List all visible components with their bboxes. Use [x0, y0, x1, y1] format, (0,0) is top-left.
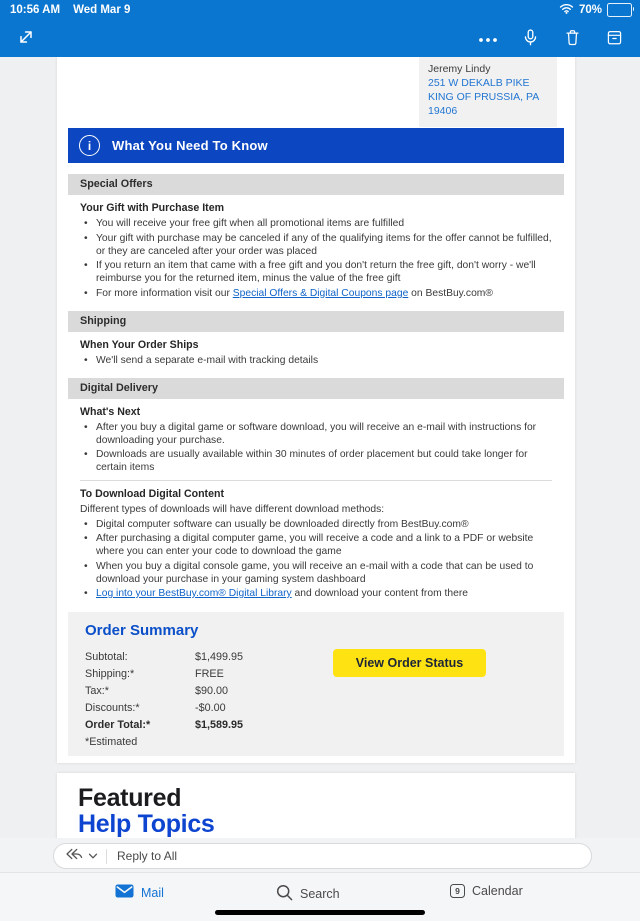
download-heading: To Download Digital Content: [80, 488, 224, 500]
ellipsis-icon: [478, 31, 498, 46]
order-row-tax: [85, 683, 548, 700]
shipping-subheading: When Your Order Ships: [80, 338, 199, 351]
bullet-item: • If you return an item that came with a free gift and you don't return the free gift, don't worry - we'll reimburse you for the returned item, minus the value of the free gift: [80, 259, 552, 285]
recipient-address-block: [419, 57, 557, 127]
digital-library-link[interactable]: Log into your BestBuy.com® Digital Library: [96, 588, 292, 599]
archive-icon: [605, 28, 624, 50]
whats-next-bullets: [80, 421, 552, 475]
trash-icon: [563, 28, 582, 50]
reply-input[interactable]: [53, 843, 592, 869]
whats-next-heading: What's Next: [80, 405, 141, 418]
microphone-icon: [521, 28, 540, 50]
info-icon: i: [79, 135, 100, 156]
banner-title: What You Need To Know: [112, 138, 268, 153]
order-summary: [68, 612, 564, 756]
bullet-item: [80, 587, 552, 600]
view-order-status-button[interactable]: View Order Status: [333, 649, 486, 677]
order-row-value: $1,589.95: [195, 719, 244, 731]
special-offers-bullets: [80, 217, 552, 300]
message-toolbar: [0, 20, 640, 57]
special-offers-coupons-link[interactable]: Special Offers & Digital Coupons page: [232, 287, 409, 299]
more-options-button[interactable]: [478, 31, 498, 46]
mail-icon: [115, 884, 134, 901]
reply-options-chevron-icon[interactable]: [88, 847, 98, 865]
expand-icon: [17, 28, 35, 49]
order-row-discounts: [85, 700, 548, 717]
estimated-note: *Estimated: [85, 736, 138, 748]
gift-subheading: Your Gift with Purchase Item: [80, 202, 225, 214]
tab-mail[interactable]: [111, 882, 168, 903]
tab-calendar[interactable]: [446, 882, 527, 900]
order-summary-title: Order Summary: [85, 622, 199, 639]
content-divider: [80, 480, 552, 481]
bullet-item: • Your gift with purchase may be canceled if any of the qualifying items for the offer cannot be fulfilled, or they are canceled after your order was placed: [80, 232, 552, 258]
bullet-item: • You will receive your free gift when all promotional items are fulfilled: [80, 217, 552, 230]
section-header-special-offers: Special Offers: [68, 174, 564, 195]
order-row-label: Order Total:*: [85, 719, 151, 731]
delete-button[interactable]: [563, 28, 582, 50]
bullet-text: on BestBuy.com®: [408, 287, 493, 299]
status-time: 10:56 AM: [10, 4, 61, 16]
order-row-label: Shipping:*: [85, 668, 135, 680]
featured-help-card: [57, 773, 575, 838]
email-content-scroll-area[interactable]: [0, 57, 640, 838]
info-banner: [68, 128, 564, 163]
bullet-item: • After you buy a digital game or software download, you will receive an e-mail with instructions for downloading your purchase.: [80, 421, 552, 447]
featured-heading-line2: Help Topics: [78, 810, 215, 838]
tab-bar: [0, 872, 640, 921]
order-row-value: $1,499.95: [195, 651, 244, 663]
wifi-icon: [559, 3, 574, 17]
tab-mail-label: Mail: [141, 885, 164, 900]
status-date: Wed Mar 9: [73, 4, 131, 16]
reply-all-icon[interactable]: [64, 847, 83, 866]
bullet-item: [80, 287, 552, 300]
order-row-label: Discounts:*: [85, 702, 140, 714]
section-header-shipping: Shipping: [68, 311, 564, 332]
address-link-street[interactable]: 251 W DEKALB PIKE: [428, 77, 530, 89]
bullet-item: • After purchasing a digital computer game, you will receive a code and a link to a PDF or website where you can enter your code to download the game: [80, 532, 552, 558]
tab-search-label: Search: [300, 887, 340, 901]
search-icon: [276, 884, 293, 904]
order-row-total: [85, 717, 548, 734]
featured-heading-line1: Featured: [78, 784, 182, 812]
battery-icon: [607, 3, 632, 17]
home-indicator[interactable]: [215, 910, 425, 915]
bullet-text: For more information visit our: [96, 287, 233, 299]
email-message-card: [57, 57, 575, 763]
recipient-name: Jeremy Lindy: [428, 63, 491, 75]
bullet-item: • Downloads are usually available within 30 minutes of order placement but could take longer for certain items: [80, 448, 552, 474]
tab-calendar-label: Calendar: [472, 884, 523, 898]
order-row-value: -$0.00: [195, 702, 226, 714]
order-row-value: $90.00: [195, 685, 229, 697]
address-link-zip[interactable]: 19406: [428, 105, 458, 117]
reply-bar: [0, 838, 640, 872]
pill-divider: [106, 849, 107, 864]
archive-button[interactable]: [605, 28, 624, 50]
download-intro: Different types of downloads will have different download methods:: [80, 504, 385, 515]
calendar-icon: [450, 884, 465, 898]
address-link-city[interactable]: KING OF PRUSSIA, PA: [428, 91, 540, 103]
shipping-bullets: [80, 354, 552, 367]
expand-button[interactable]: [17, 28, 35, 49]
dictate-button[interactable]: [521, 28, 540, 50]
download-bullets: [80, 518, 552, 601]
section-header-digital-delivery: Digital Delivery: [68, 378, 564, 399]
calendar-day-number: 9: [455, 886, 460, 896]
order-row-label: Subtotal:: [85, 651, 128, 663]
order-row-value: FREE: [195, 668, 224, 680]
bullet-text: and download your content from there: [291, 588, 468, 599]
bullet-item: • We'll send a separate e-mail with tracking details: [80, 354, 552, 367]
bullet-item: • When you buy a digital console game, you will receive an e-mail with a code that can be used to download your purchase in your gaming system dashboard: [80, 560, 552, 586]
order-row-label: Tax:*: [85, 685, 110, 697]
bullet-item: • Digital computer software can usually be downloaded directly from BestBuy.com®: [80, 518, 552, 531]
reply-placeholder: Reply to All: [117, 849, 178, 863]
tab-search[interactable]: [272, 882, 344, 906]
status-bar: [0, 0, 640, 20]
battery-percent: 70%: [578, 4, 602, 16]
